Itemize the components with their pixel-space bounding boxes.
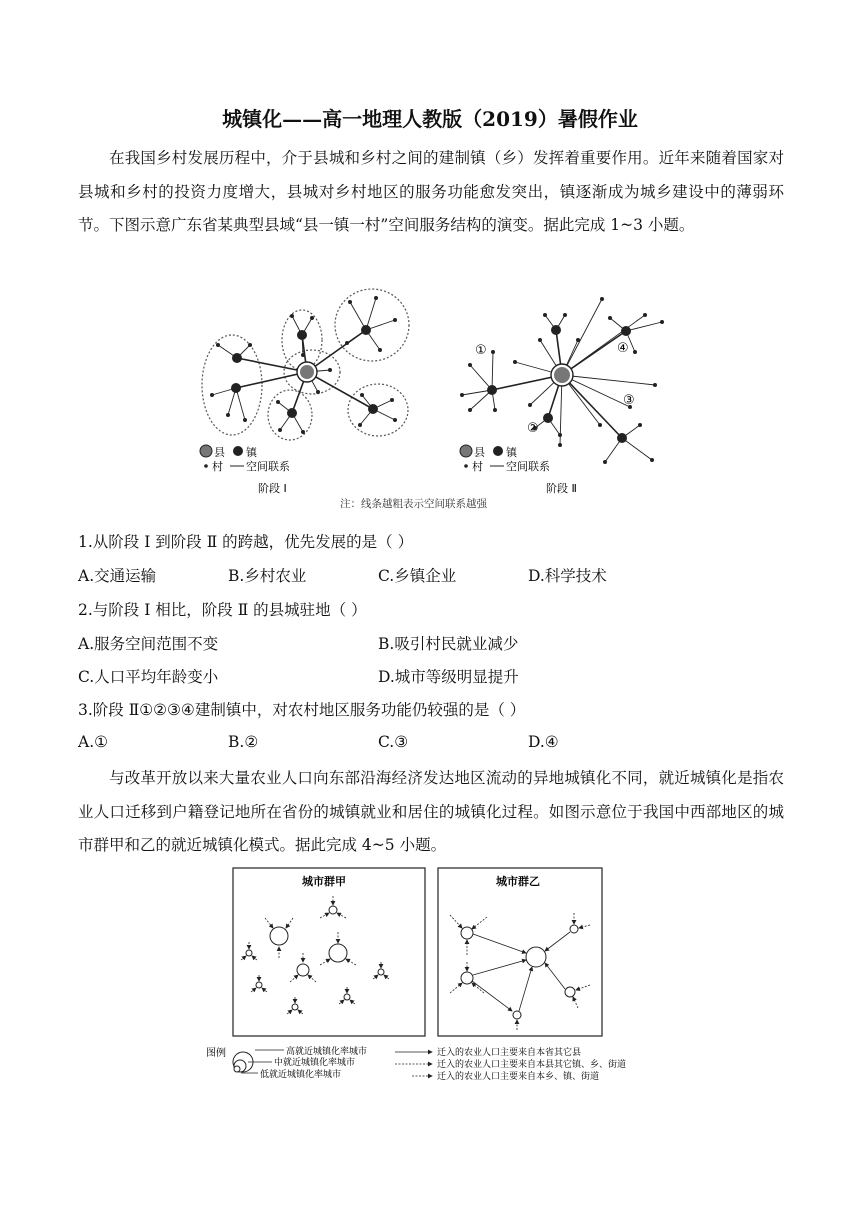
q1-option-a[interactable]: A.交通运输 — [78, 567, 157, 585]
svg-text:空间联系: 空间联系 — [506, 460, 550, 473]
svg-text:镇: 镇 — [506, 446, 517, 459]
legend-high-label: 高就近城镇化率城市 — [286, 1047, 368, 1057]
q2-option-b[interactable]: B.吸引村民就业减少 — [378, 635, 519, 653]
passage-2: 与改革开放以来大量农业人口向东部沿海经济发达地区流动的异地城镇化不同，就近城镇化是指农业人口迁移到户籍登记地所在省份的城镇就业和居住的城镇化过程。如图示意位于我国中西部地区的城市群甲和乙的就近城镇化模式。据此完成 4~5 小题。 — [78, 769, 784, 854]
q1-option-b[interactable]: B.乡村农业 — [228, 567, 307, 585]
passage-1: 在我国乡村发展历程中，介于县城和乡村之间的建制镇（乡）发挥着重要作用。近年来随着国家对县城和乡村的投资力度增大，县城对乡村地区的服务功能愈发突出，镇逐渐成为城乡建设中的薄弱环节。下图示意广东省某典型县域“县一镇一村”空间服务结构的演变。据此完成 1~3 小题。 — [78, 149, 784, 234]
panel-a-cities — [246, 906, 384, 1010]
legend-title: 图例 — [206, 1048, 226, 1059]
figure-2-urban-agglomeration — [196, 863, 662, 1085]
q3-option-b[interactable]: B.② — [228, 733, 259, 751]
q3-stem: 3.阶段 Ⅱ①②③④建制镇中，对农村地区服务功能仍较强的是（ ） — [78, 701, 526, 719]
marker-2: ② — [527, 421, 539, 436]
q1-option-d[interactable]: D.科学技术 — [528, 567, 607, 585]
figure-2-legend — [206, 1045, 626, 1082]
legend-dashed-arrow-label: 迁入的农业人口主要来自本县其它镇、乡、街道 — [437, 1060, 627, 1070]
legend-link-label: 空间联系 — [246, 460, 290, 473]
marker-4: ④ — [617, 341, 629, 356]
stage-2-legend — [460, 445, 577, 495]
panel-a-arrows — [241, 896, 389, 1014]
panel-a-title: 城市群甲 — [302, 875, 346, 888]
stage-1-diagram — [202, 289, 409, 440]
panel-b-frame — [438, 868, 602, 1036]
legend-mid-label: 中就近城镇化率城市 — [274, 1058, 356, 1068]
marker-3: ③ — [623, 393, 635, 408]
q2-option-c[interactable]: C.人口平均年龄变小 — [78, 668, 219, 686]
q3-option-d[interactable]: D.④ — [528, 733, 559, 751]
panel-b-title: 城市群乙 — [496, 875, 540, 888]
legend-short-arrow-label: 迁入的农业人口主要来自本乡、镇、街道 — [437, 1072, 600, 1082]
stage-1-legend — [200, 445, 290, 495]
figure-1-note: 注：线条越粗表示空间联系越强 — [340, 498, 487, 510]
q1-stem: 1.从阶段 I 到阶段 Ⅱ 的跨越，优先发展的是（ ） — [78, 533, 414, 551]
q2-option-a[interactable]: A.服务空间范围不变 — [78, 635, 219, 653]
marker-1: ① — [475, 343, 487, 358]
q1-option-c[interactable]: C.乡镇企业 — [378, 567, 457, 585]
stage-2-label: 阶段 Ⅱ — [546, 482, 577, 495]
page-title: 城镇化——高一地理人教版（2019）暑假作业 — [222, 107, 638, 131]
figure-1-county-town-village — [190, 283, 670, 515]
svg-text:村: 村 — [472, 460, 483, 473]
q3-option-c[interactable]: C.③ — [378, 733, 409, 751]
panel-b-solid-arrows — [472, 932, 570, 1011]
stage-2-diagram — [460, 297, 664, 464]
legend-town-label: 镇 — [246, 446, 257, 459]
q3-option-a[interactable]: A.① — [78, 733, 109, 751]
q2-stem: 2.与阶段 I 相比，阶段 Ⅱ 的县城驻地（ ） — [78, 601, 367, 619]
stage-1-label: 阶段 I — [258, 482, 287, 495]
legend-village-label: 村 — [212, 460, 223, 473]
q2-option-d[interactable]: D.城市等级明显提升 — [378, 668, 519, 686]
svg-text:县: 县 — [474, 446, 485, 459]
legend-county-label: 县 — [214, 446, 225, 459]
legend-solid-arrow-label: 迁入的农业人口主要来自本省其它县 — [437, 1048, 582, 1058]
legend-low-label: 低就近城镇化率城市 — [260, 1070, 342, 1080]
